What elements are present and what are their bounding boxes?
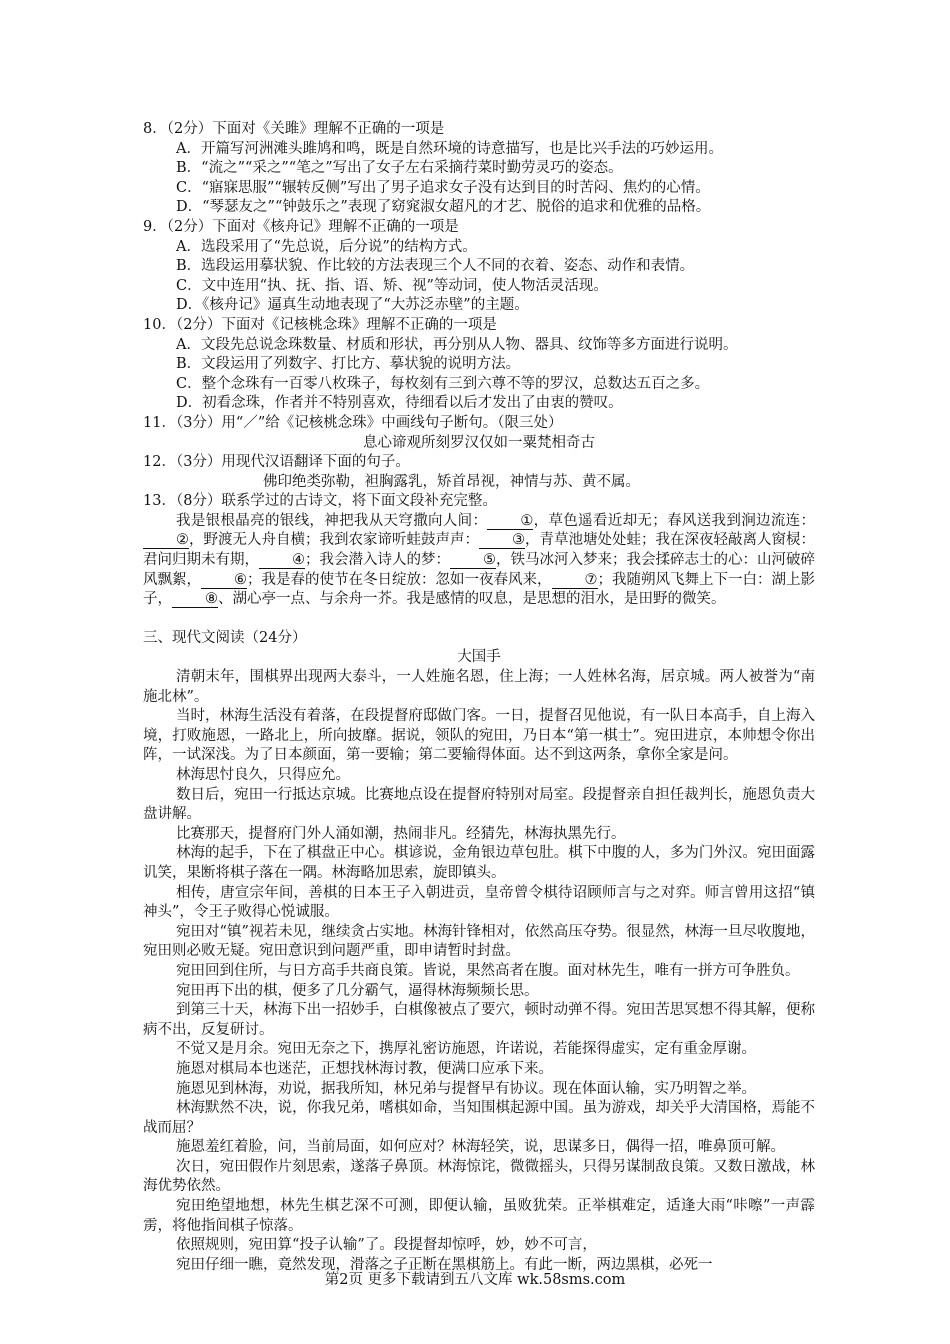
story-paragraph: 宛田绝望地想，林先生棋艺深不可测，即便认输，虽败犹荣。正举棋难定，适逢大雨“咔嚓”一声霹雳，将他指间棋子惊落。 [143, 1198, 815, 1234]
story-paragraph: 数日后，宛田一行抵达京城。比赛地点设在提督府特别对局室。段提督亲自担任裁判长，施恩负责大盘讲解。 [143, 786, 815, 823]
story-paragraph: 施恩见到林海，劝说，据我所知，林兄弟与提督早有协议。现在体面认输，实乃明智之举。 [176, 1080, 756, 1097]
story-paragraph: 林海默然不决，说，你我兄弟，嗜棋如命，当知围棋起源中国。虽为游戏，却关乎大清国格，焉能不战而屈？ [143, 1100, 815, 1136]
q13-blank-6: ⑥ [201, 572, 247, 589]
story-paragraph: 不觉又是月余。宛田无奈之下，携厚礼密访施恩，许诺说，若能探得虚实，定有重金厚谢。 [176, 1041, 756, 1058]
story-paragraph: 林海的起手，下在了棋盘正中心。棋谚说，金角银边草包肚。棋下中腹的人，多为门外汉。宛田面露讥笑，果断将棋子落在一隅。林海略加思索，旋即镇头。 [143, 845, 815, 881]
q13-blank-7: ⑦ [552, 572, 598, 589]
question-10-option-b: B．文段运用了列数字、打比方、摹状貌的说明方法。 [176, 356, 521, 373]
question-8-option-d: D．“琴瑟友之”“钟鼓乐之”表现了窈窕淑女超凡的才艺、脱俗的追求和优雅的品格。 [176, 199, 711, 216]
q13-blank-8: ⑧ [172, 591, 218, 608]
question-8-option-c: C．“寤寐思服”“辗转反侧”写出了男子追求女子没有达到目的时苦闷、焦灼的心情。 [176, 179, 710, 196]
q13-segment-7: ；我是春的使节在冬日绽放：忽如一夜春风来， [247, 571, 552, 588]
question-8-option-b: B．“流之”“采之”“笔之”写出了女子左右采摘荇菜时勤劳灵巧的姿态。 [176, 160, 623, 177]
q13-blank-4: ④ [259, 552, 305, 569]
question-11-stem: 11．（3分）用“／”给《记核桃念珠》中画线句子断句。（限三处） [143, 414, 563, 431]
q13-segment-3: ，野渡无人舟自横；我到农家谛听蛙鼓声声： [189, 532, 479, 549]
question-8-option-a: A．开篇写河洲滩头雎鸠和鸣，既是自然环境的诗意描写，也是比兴手法的巧妙运用。 [176, 140, 723, 157]
question-9-stem: 9．（2分）下面对《核舟记》理解不正确的一项是 [143, 218, 459, 235]
question-10-option-d: D．初看念珠，作者并不特别喜欢，待细看以后才发出了由衷的赞叹。 [176, 395, 623, 412]
q13-blank-5: ⑤ [450, 552, 496, 569]
question-9-option-c: C．文中连用“执、抚、指、语、矫、视”等动词，使人物活灵活现。 [176, 277, 608, 294]
story-paragraph: 施恩对棋局本也迷茫，正想找林海讨教，便满口应承下来。 [176, 1060, 553, 1077]
question-9-option-b: B．选段运用摹状貌、作比较的方法表现三个人不同的衣着、姿态、动作和表情。 [176, 258, 695, 275]
question-12-stem: 12．（3分）用现代汉语翻译下面的句子。 [143, 454, 410, 471]
q13-segment-6: ，铁马冰河入梦来；我会揉碎志士的心：山河破碎风飘絮， [143, 552, 815, 588]
story-paragraph: 次日，宛田假作片刻思索，遂落子鼻顶。林海惊诧，微微摇头，只得另谋制敌良策。又数日激战，林海优势依然。 [143, 1158, 815, 1195]
story-paragraph: 相传，唐宣宗年间，善棋的日本王子入朝进贡，皇帝曾令棋待诏顾师言与之对弈。师言曾用这招“镇神头”，令王子败得心悦诚服。 [143, 884, 815, 921]
story-paragraph: 宛田回到住所，与日方高手共商良策。皆说，果然高者在腹。面对林先生，唯有一拼方可争胜负。 [176, 962, 800, 979]
q13-segment-8: ；我随朔风飞舞上下一白：湖上影子， [143, 571, 815, 608]
q13-blank-3: ③ [479, 532, 525, 549]
q13-blank-1: ① [487, 513, 533, 530]
question-9-option-a: A．选段采用了“先总说，后分说”的结构方式。 [176, 238, 477, 255]
question-10-stem: 10．（2分）下面对《记核桃念珠》理解不正确的一项是 [143, 316, 497, 333]
question-12-sentence: 佛印绝类弥勒，袒胸露乳，矫首昂视，神情与苏、黄不属。 [263, 473, 640, 490]
page-footer: 第2页 更多下载请到五八文库 wk.58sms.com [324, 1272, 626, 1288]
story-paragraph: 到第三十天，林海下出一招妙手，白棋像被点了要穴，顿时动弹不得。宛田苦思冥想不得其解，便称病不出，反复研讨。 [143, 1002, 815, 1038]
story-paragraph: 宛田仔细一瞧，竟然发现，滑落之子正断在黑棋筋上。有此一断，两边黑棋，必死一 [176, 1256, 713, 1273]
q13-segment-2: ，草色遥看近却无；春风送我到涧边流连： [533, 512, 816, 529]
q13-segment-5: ；我会潜入诗人的梦： [305, 552, 450, 569]
page-content [143, 120, 815, 1275]
question-11-sentence: 息心谛观所刻罗汉仅如一粟梵相奇古 [363, 434, 595, 451]
question-10-option-a: A．文段先总说念珠数量、材质和形状，再分别从人物、器具、纹饰等多方面进行说明。 [176, 336, 738, 353]
question-13-passage [143, 512, 815, 610]
q13-segment-4: ，青草池塘处处蛙；我在深夜轻敲离人窗棂：君问归期未有期， [143, 532, 815, 569]
story-title: 大国手 [457, 649, 501, 666]
section-spacer [143, 610, 815, 629]
q13-segment-1: 我是银根晶亮的银线，神把我从天穹撒向人间： [176, 512, 488, 529]
story-paragraph: 依照规则，宛田算“投子认输”了。段提督却惊呼，妙，妙不可言， [176, 1237, 597, 1254]
question-8-stem: 8．（2分）下面对《关雎》理解不正确的一项是 [143, 121, 445, 137]
story-paragraph: 林海思忖良久，只得应允。 [176, 767, 350, 783]
q13-blank-2: ② [143, 532, 189, 549]
story-paragraph: 比赛那天，提督府门外人涌如潮，热闹非凡。经猜先，林海执黑先行。 [176, 825, 626, 842]
story-paragraph: 清朝末年，围棋界出现两大泰斗，一人姓施名恩，住上海；一人姓林名海，居京城。两人被誉为“南施北林”。 [143, 669, 815, 705]
question-13-stem: 13．（8分）联系学过的古诗文，将下面文段补充完整。 [143, 493, 497, 510]
story-paragraph: 宛田对“镇”视若未见，继续贪占实地。林海针锋相对，依然高压夺势。很显然，林海一旦尽收腹地，宛田则必败无疑。宛田意识到问题严重，即申请暂时封盘。 [143, 923, 815, 960]
q13-segment-9: 、湖心亭一点、与余舟一芥。我是感情的叹息，是思想的泪水，是田野的微笑。 [218, 591, 726, 608]
question-9-option-d: D．《核舟记》逼真生动地表现了“大苏泛赤壁”的主题。 [176, 297, 529, 314]
story-paragraph: 当时，林海生活没有着落，在段提督府邸做门客。一日，提督召见他说，有一队日本高手，自上海入境，打败施恩，一路北上，所向披靡。据说，领队的宛田，乃日本“第一棋士”。宛田进京，本帅想令你出阵，一试深浅。为了日本颜面，第一要输；第二要输得体面。达不到这两条，拿你全家是问。 [143, 708, 815, 764]
question-10-option-c: C．整个念珠有一百零八枚珠子，每枚刻有三到六尊不等的罗汉，总数达五百之多。 [176, 375, 710, 392]
section-3-heading: 三、现代文阅读（24分） [143, 629, 307, 646]
story-paragraph: 施恩羞红着脸，问，当前局面，如何应对？林海轻笑，说，思谋多日，偶得一招，唯鼻顶可解。 [176, 1139, 785, 1156]
story-paragraph: 宛田再下出的棋，便多了几分霸气，逼得林海频频长思。 [176, 982, 539, 999]
